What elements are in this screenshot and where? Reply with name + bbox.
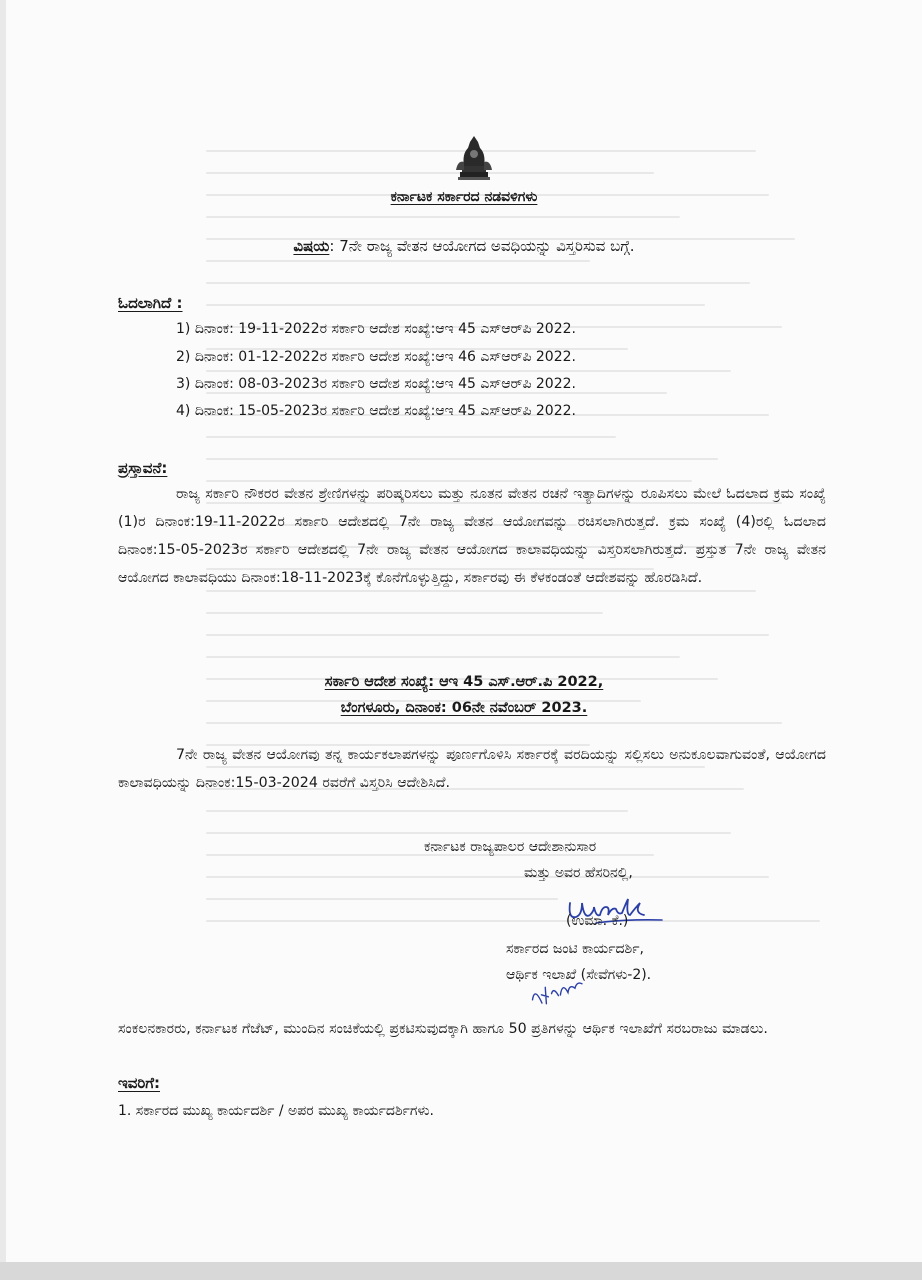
bottom-edge <box>0 1262 922 1280</box>
references-heading: ಓದಲಾಗಿದೆ : <box>118 294 183 312</box>
subject-line <box>6 239 922 254</box>
document-heading: ಕರ್ನಾಟಕ ಸರ್ಕಾರದ ನಡವಳಿಗಳು <box>390 189 538 205</box>
subject-label: ವಿಷಯ <box>293 237 330 255</box>
authority-line-2: ಮತ್ತು ಅವರ ಹೆಸರಿನಲ್ಲಿ, <box>524 865 633 881</box>
order-text: 7ನೇ ರಾಜ್ಯ ವೇತನ ಆಯೋಗವು ತನ್ನ ಕಾರ್ಯಕಲಾಪಗಳನ್ನು ಪೂರ್ಣಗೊಳಿಸಿ ಸರ್ಕಾರಕ್ಕೆ ವರದಿಯನ್ನು ಸಲ್ಲಿಸಲು ಅನುಕೂಲವಾಗುವಂತೆ, ಆಯೋಗದ ಕಾಲಾವಧಿಯನ್ನು ದಿನಾಂಕ:15-03-2024 ರವರೆಗೆ ವಿಸ್ತರಿಸಿ ಆದೇಶಿಸಿದೆ. <box>118 747 826 791</box>
subject-text: : 7ನೇ ರಾಜ್ಯ ವೇತನ ಆಯೋಗದ ಅವಧಿಯನ್ನು ವಿಸ್ತರಿಸುವ ಬಗ್ಗೆ. <box>329 237 635 255</box>
reference-item: 1) ದಿನಾಂಕ: 19-11-2022ರ ಸರ್ಕಾರಿ ಆದೇಶ ಸಂಖ್ಯೆ:ಆಇ 45 ಎಸ್‌ಆರ್‌ಪಿ 2022. <box>176 321 576 337</box>
reference-item: 4) ದಿನಾಂಕ: 15-05-2023ರ ಸರ್ಕಾರಿ ಆದೇಶ ಸಂಖ್ಯೆ:ಆಇ 45 ಎಸ್‌ಆರ್‌ಪಿ 2022. <box>176 403 576 419</box>
preamble-paragraph <box>118 480 826 592</box>
handwritten-date <box>526 970 586 1006</box>
order-paragraph <box>118 741 826 797</box>
order-place-date: ಬೆಂಗಳೂರು, ದಿನಾಂಕ: 06ನೇ ನವೆಂಬರ್ 2023. <box>340 700 588 716</box>
order-number: ಸರ್ಕಾರಿ ಆದೇಶ ಸಂಖ್ಯೆ: ಆಇ 45 ಎಸ್.ಆರ್.ಪಿ 2022, <box>324 674 604 690</box>
authority-line-1: ಕರ್ನಾಟಕ ರಾಜ್ಯಪಾಲರ ಆದೇಶಾನುಸಾರ <box>424 839 597 855</box>
recipients-heading: ಇವರಿಗೆ: <box>118 1074 161 1092</box>
document-page <box>6 0 922 1262</box>
reference-item: 2) ದಿನಾಂಕ: 01-12-2022ರ ಸರ್ಕಾರಿ ಆದೇಶ ಸಂಖ್ಯೆ:ಆಇ 46 ಎಸ್‌ಆರ್‌ಪಿ 2022. <box>176 349 576 365</box>
reference-item: 3) ದಿನಾಂಕ: 08-03-2023ರ ಸರ್ಕಾರಿ ಆದೇಶ ಸಂಖ್ಯೆ:ಆಇ 45 ಎಸ್‌ಆರ್‌ಪಿ 2022. <box>176 376 576 392</box>
recipient-item: 1. ಸರ್ಕಾರದ ಮುಖ್ಯ ಕಾರ್ಯದರ್ಶಿ / ಅಪರ ಮುಖ್ಯ ಕಾರ್ಯದರ್ಶಿಗಳು. <box>118 1103 434 1119</box>
preamble-text: ರಾಜ್ಯ ಸರ್ಕಾರಿ ನೌಕರರ ವೇತನ ಶ್ರೇಣಿಗಳನ್ನು ಪರಿಷ್ಕರಿಸಲು ಮತ್ತು ನೂತನ ವೇತನ ರಚನೆ ಇತ್ಯಾದಿಗಳನ್ನು ರೂಪಿಸಲು ಮೇಲೆ ಓದಲಾದ ಕ್ರಮ ಸಂಖ್ಯೆ (1)ರ ದಿನಾಂಕ:19-11-2022ರ ಸರ್ಕಾರಿ ಆದೇಶದಲ್ಲಿ 7ನೇ ರಾಜ್ಯ ವೇತನ ಆಯೋಗವನ್ನು ರಚಿಸಲಾಗಿರುತ್ತದೆ. ಕ್ರಮ ಸಂಖ್ಯೆ (4)ರಲ್ಲಿ ಓದಲಾದ ದಿನಾಂಕ:15-05-2023ರ ಸರ್ಕಾರಿ ಆದೇಶದಲ್ಲಿ 7ನೇ ರಾಜ್ಯ ವೇತನ ಆಯೋಗದ ಕಾಲಾವಧಿಯನ್ನು ವಿಸ್ತರಿಸಲಾಗಿರುತ್ತದೆ. ಪ್ರಸ್ತುತ 7ನೇ ರಾಜ್ಯ ವೇತನ ಆಯೋಗದ ಕಾಲಾವಧಿಯು ದಿನಾಂಕ:18-11-2023ಕ್ಕೆ ಕೊನೆಗೊಳ್ಳುತ್ತಿದ್ದು, ಸರ್ಕಾರವು ಈ ಕೆಳಕಂಡಂತೆ ಆದೇಶವನ್ನು ಹೊರಡಿಸಿದೆ. <box>118 486 826 586</box>
state-emblem-icon <box>452 132 496 182</box>
signatory-department: ಆರ್ಥಿಕ ಇಲಾಖೆ (ಸೇವೆಗಳು-2). <box>506 967 652 983</box>
signatory-name: (ಉಮಾ. ಕೆ.) <box>566 913 629 929</box>
preamble-heading: ಪ್ರಸ್ತಾವನೆ: <box>118 459 168 477</box>
compiler-note: ಸಂಕಲನಕಾರರು, ಕರ್ನಾಟಕ ಗೆಜೆಟ್, ಮುಂದಿನ ಸಂಚಿಕೆಯಲ್ಲಿ ಪ್ರಕಟಿಸುವುದಕ್ಕಾಗಿ ಹಾಗೂ 50 ಪ್ರತಿಗಳನ್ನು ಆರ್ಥಿಕ ಇಲಾಖೆಗೆ ಸರಬರಾಜು ಮಾಡಲು. <box>118 1021 768 1037</box>
signatory-designation: ಸರ್ಕಾರದ ಜಂಟಿ ಕಾರ್ಯದರ್ಶಿ, <box>506 941 644 957</box>
